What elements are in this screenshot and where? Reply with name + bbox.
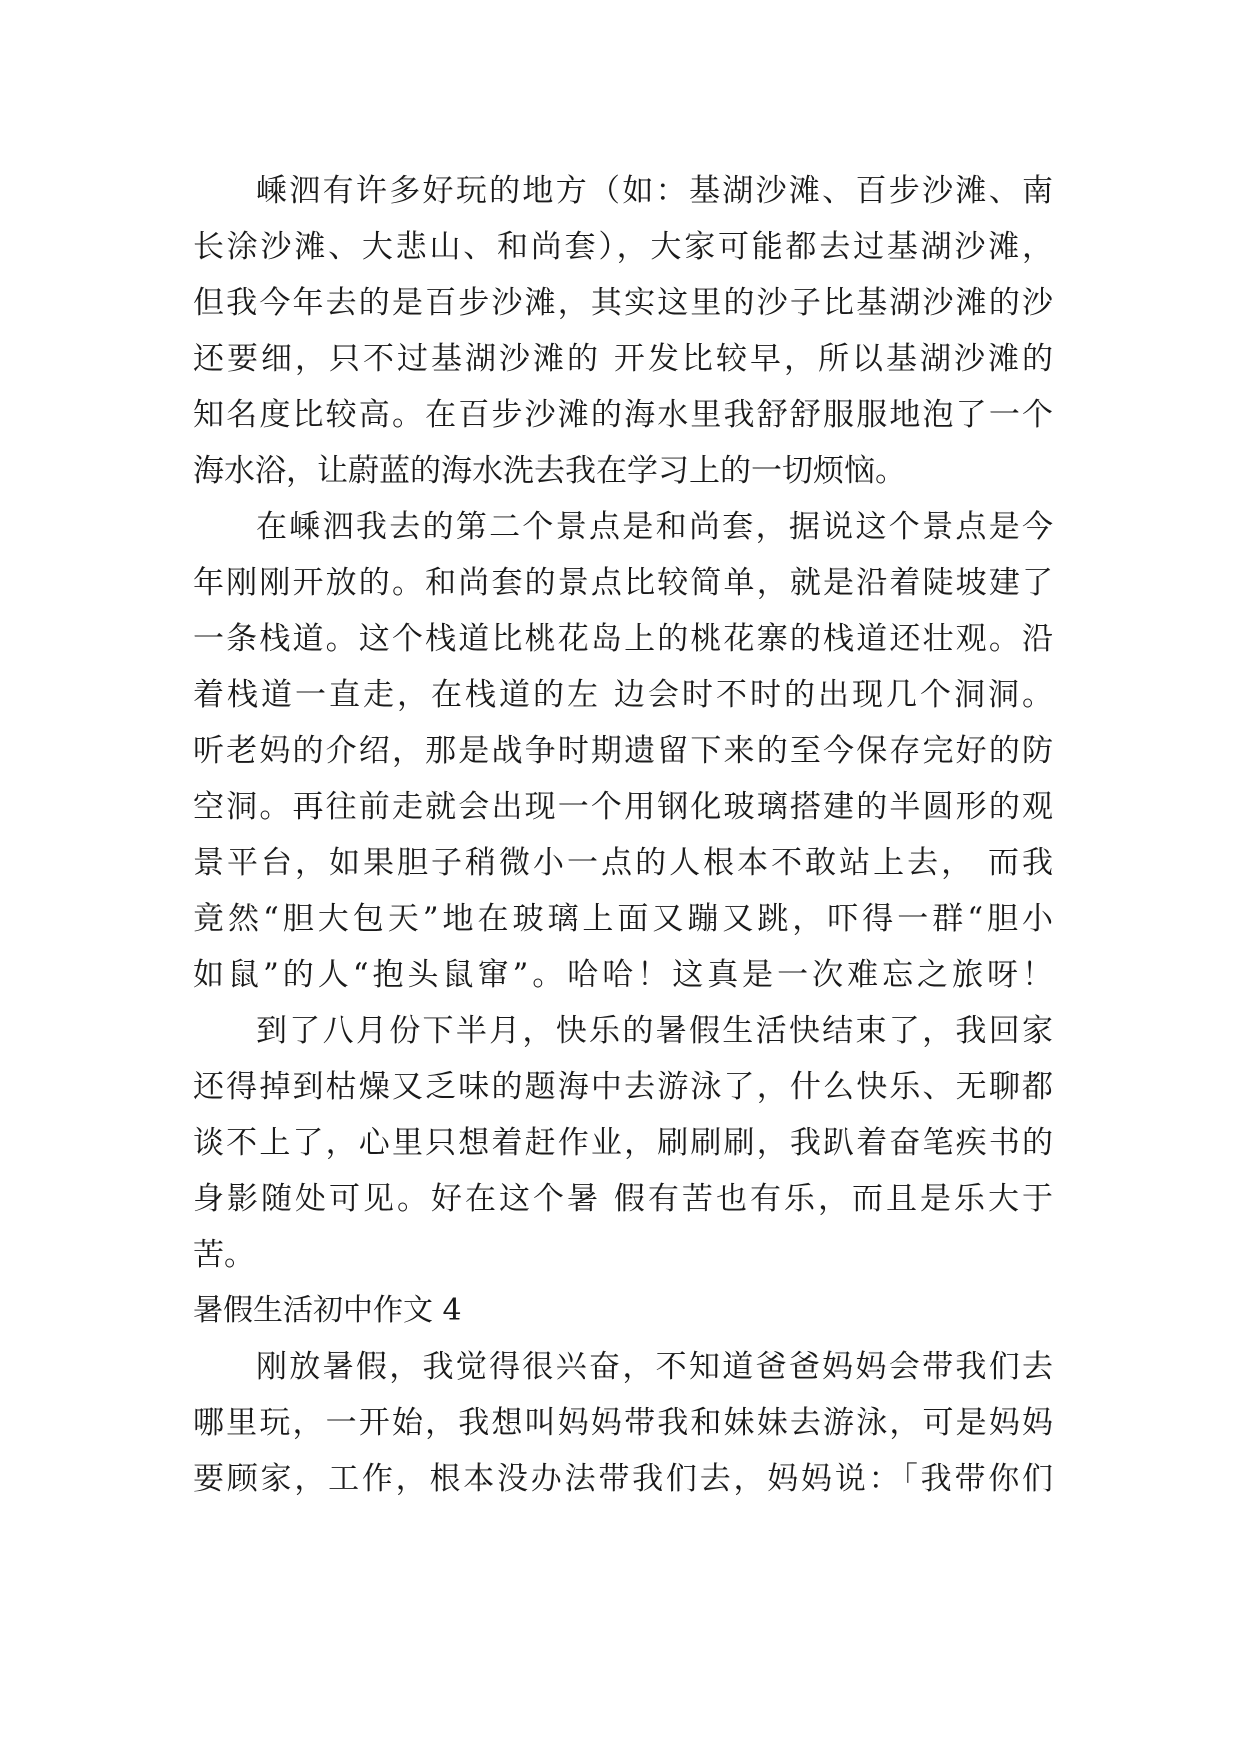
paragraph-line: 长涂沙滩、大悲山、和尚套），大家可能都去过基湖沙滩， [193, 229, 1053, 265]
paragraph-line: 竟然“胆大包天”地在玻璃上面又蹦又跳，吓得一群“胆小 [193, 901, 1053, 937]
paragraph-line: 还得掉到枯燥又乏味的题海中去游泳了，什么快乐、无聊都 [193, 1069, 1053, 1105]
paragraph-line: 谈不上了，心里只想着赶作业，刷刷刷，我趴着奋笔疾书的 [193, 1125, 1053, 1161]
paragraph-line: 嵊泗有许多好玩的地方（如：基湖沙滩、百步沙滩、南 [256, 173, 1053, 209]
paragraph-line: 着栈道一直走，在栈道的左 边会时不时的出现几个洞洞。 [193, 677, 1053, 713]
paragraph-line: 到了八月份下半月，快乐的暑假生活快结束了，我回家 [256, 1013, 1053, 1049]
paragraph-line: 刚放暑假，我觉得很兴奋，不知道爸爸妈妈会带我们去 [256, 1349, 1053, 1385]
paragraph-line: 还要细，只不过基湖沙滩的 开发比较早，所以基湖沙滩的 [193, 341, 1053, 377]
paragraph-line: 但我今年去的是百步沙滩，其实这里的沙子比基湖沙滩的沙 [193, 285, 1053, 321]
paragraph-line: 苦。 [193, 1237, 255, 1273]
paragraph-line: 景平台，如果胆子稍微小一点的人根本不敢站上去， 而我 [193, 845, 1053, 881]
paragraph-line: 海水浴，让蔚蓝的海水洗去我在学习上的一切烦恼。 [193, 453, 906, 489]
paragraph-line: 听老妈的介绍，那是战争时期遗留下来的至今保存完好的防 [193, 733, 1053, 769]
paragraph-line: 哪里玩，一开始，我想叫妈妈带我和妹妹去游泳，可是妈妈 [193, 1405, 1053, 1441]
paragraph-line: 年刚刚开放的。和尚套的景点比较简单，就是沿着陡坡建了 [193, 565, 1053, 601]
essay-body [193, 163, 1053, 1507]
paragraph-line: 要顾家，工作，根本没办法带我们去，妈妈说：「我带你们 [193, 1461, 1053, 1497]
paragraph-line: 在嵊泗我去的第二个景点是和尚套，据说这个景点是今 [256, 509, 1053, 545]
paragraph-line: 一条栈道。这个栈道比桃花岛上的桃花寨的栈道还壮观。沿 [193, 621, 1053, 657]
paragraph-line: 知名度比较高。在百步沙滩的海水里我舒舒服服地泡了一个 [193, 397, 1053, 433]
section-heading: 暑假生活初中作文 4 [193, 1293, 462, 1328]
paragraph-line: 身影随处可见。好在这个暑 假有苦也有乐，而且是乐大于 [193, 1181, 1053, 1217]
paragraph-line: 如鼠”的人“抱头鼠窜”。哈哈！这真是一次难忘之旅呀！ [193, 957, 1053, 993]
paragraph-line: 空洞。再往前走就会出现一个用钢化玻璃搭建的半圆形的观 [193, 789, 1053, 825]
